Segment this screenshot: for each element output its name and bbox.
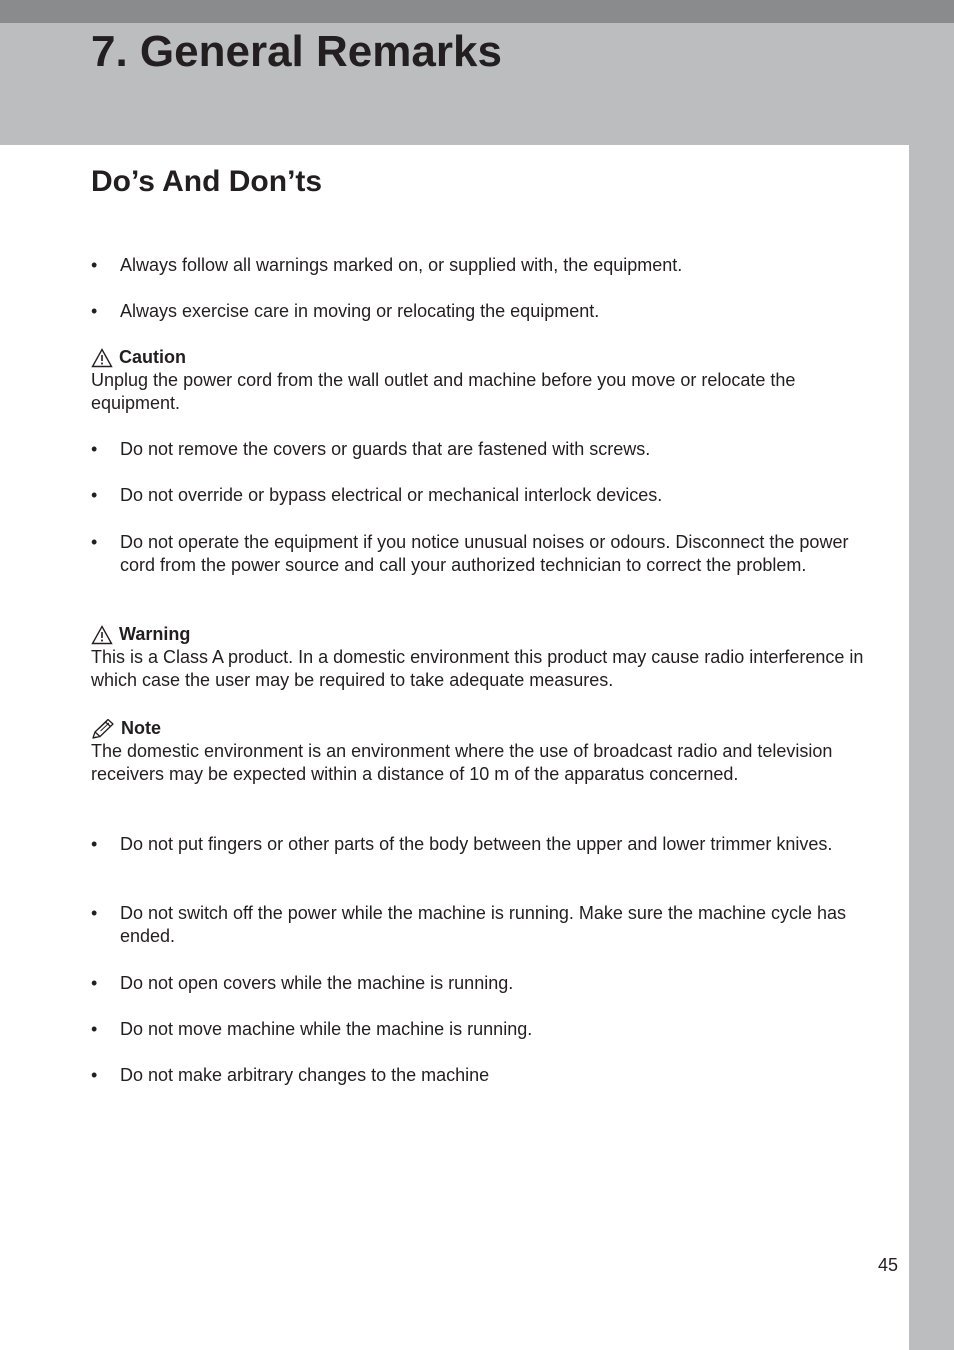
bullet-dot: • <box>91 1065 98 1085</box>
list-item-text: Do not move machine while the machine is running. <box>120 1019 533 1039</box>
list-item-text: Do not open covers while the machine is running. <box>120 973 514 993</box>
note-label: Note <box>121 718 161 738</box>
section-title: Do’s And Don’ts <box>91 165 323 198</box>
list-item-text: Always follow all warnings marked on, or supplied with, the equipment. <box>120 255 683 275</box>
warning-notice <box>91 623 866 692</box>
list-item-text: Do not switch off the power while the machine is running. Make sure the machine cycle has ended. <box>120 903 847 946</box>
list-item <box>91 972 866 995</box>
caution-text: Unplug the power cord from the wall outlet and machine before you move or relocate the equipment. <box>91 370 796 413</box>
warning-triangle-icon <box>91 625 113 645</box>
bullet-dot: • <box>91 439 98 459</box>
list-item <box>91 1064 866 1087</box>
bullet-dot: • <box>91 973 98 993</box>
bullet-dot: • <box>91 485 98 505</box>
bullet-dot: • <box>91 903 98 923</box>
warning-heading <box>91 623 866 646</box>
bullet-dot: • <box>91 301 98 321</box>
list-item <box>91 438 866 461</box>
warning-label: Warning <box>119 624 191 644</box>
caution-notice <box>91 346 866 415</box>
list-item <box>91 833 866 856</box>
pencil-note-icon <box>91 718 115 740</box>
caution-label: Caution <box>119 347 186 367</box>
caution-heading <box>91 346 866 369</box>
list-item <box>91 484 866 507</box>
list-item-text: Do not put fingers or other parts of the body between the upper and lower trimmer knives. <box>120 834 833 854</box>
warning-text: This is a Class A product. In a domestic environment this product may cause radio interference in which case the user may be required to take adequate measures. <box>91 647 864 690</box>
list-item <box>91 254 866 277</box>
bullet-dot: • <box>91 532 98 552</box>
list-item-text: Do not remove the covers or guards that are fastened with screws. <box>120 439 651 459</box>
note-text: The domestic environment is an environment where the use of broadcast radio and television receivers may be expected within a distance of 10 m of the apparatus concerned. <box>91 741 833 784</box>
bullet-dot: • <box>91 255 98 275</box>
header-top-strip <box>0 0 954 23</box>
list-item <box>91 531 866 577</box>
list-item-text: Do not operate the equipment if you notice unusual noises or odours. Disconnect the power cord from the power source and call your authorized technician to correct the problem. <box>120 532 849 575</box>
note-heading <box>91 717 866 740</box>
note-notice <box>91 717 866 786</box>
list-item <box>91 902 866 948</box>
list-item <box>91 1018 866 1041</box>
bullet-dot: • <box>91 1019 98 1039</box>
list-item-text: Do not override or bypass electrical or mechanical interlock devices. <box>120 485 663 505</box>
chapter-title: 7. General Remarks <box>91 27 502 76</box>
list-item-text: Do not make arbitrary changes to the machine <box>120 1065 490 1085</box>
page-edge-strip <box>909 145 954 1350</box>
warning-triangle-icon <box>91 348 113 368</box>
page-number: 45 <box>877 1255 898 1275</box>
list-item <box>91 300 866 323</box>
bullet-dot: • <box>91 834 98 854</box>
list-item-text: Always exercise care in moving or relocating the equipment. <box>120 301 600 321</box>
